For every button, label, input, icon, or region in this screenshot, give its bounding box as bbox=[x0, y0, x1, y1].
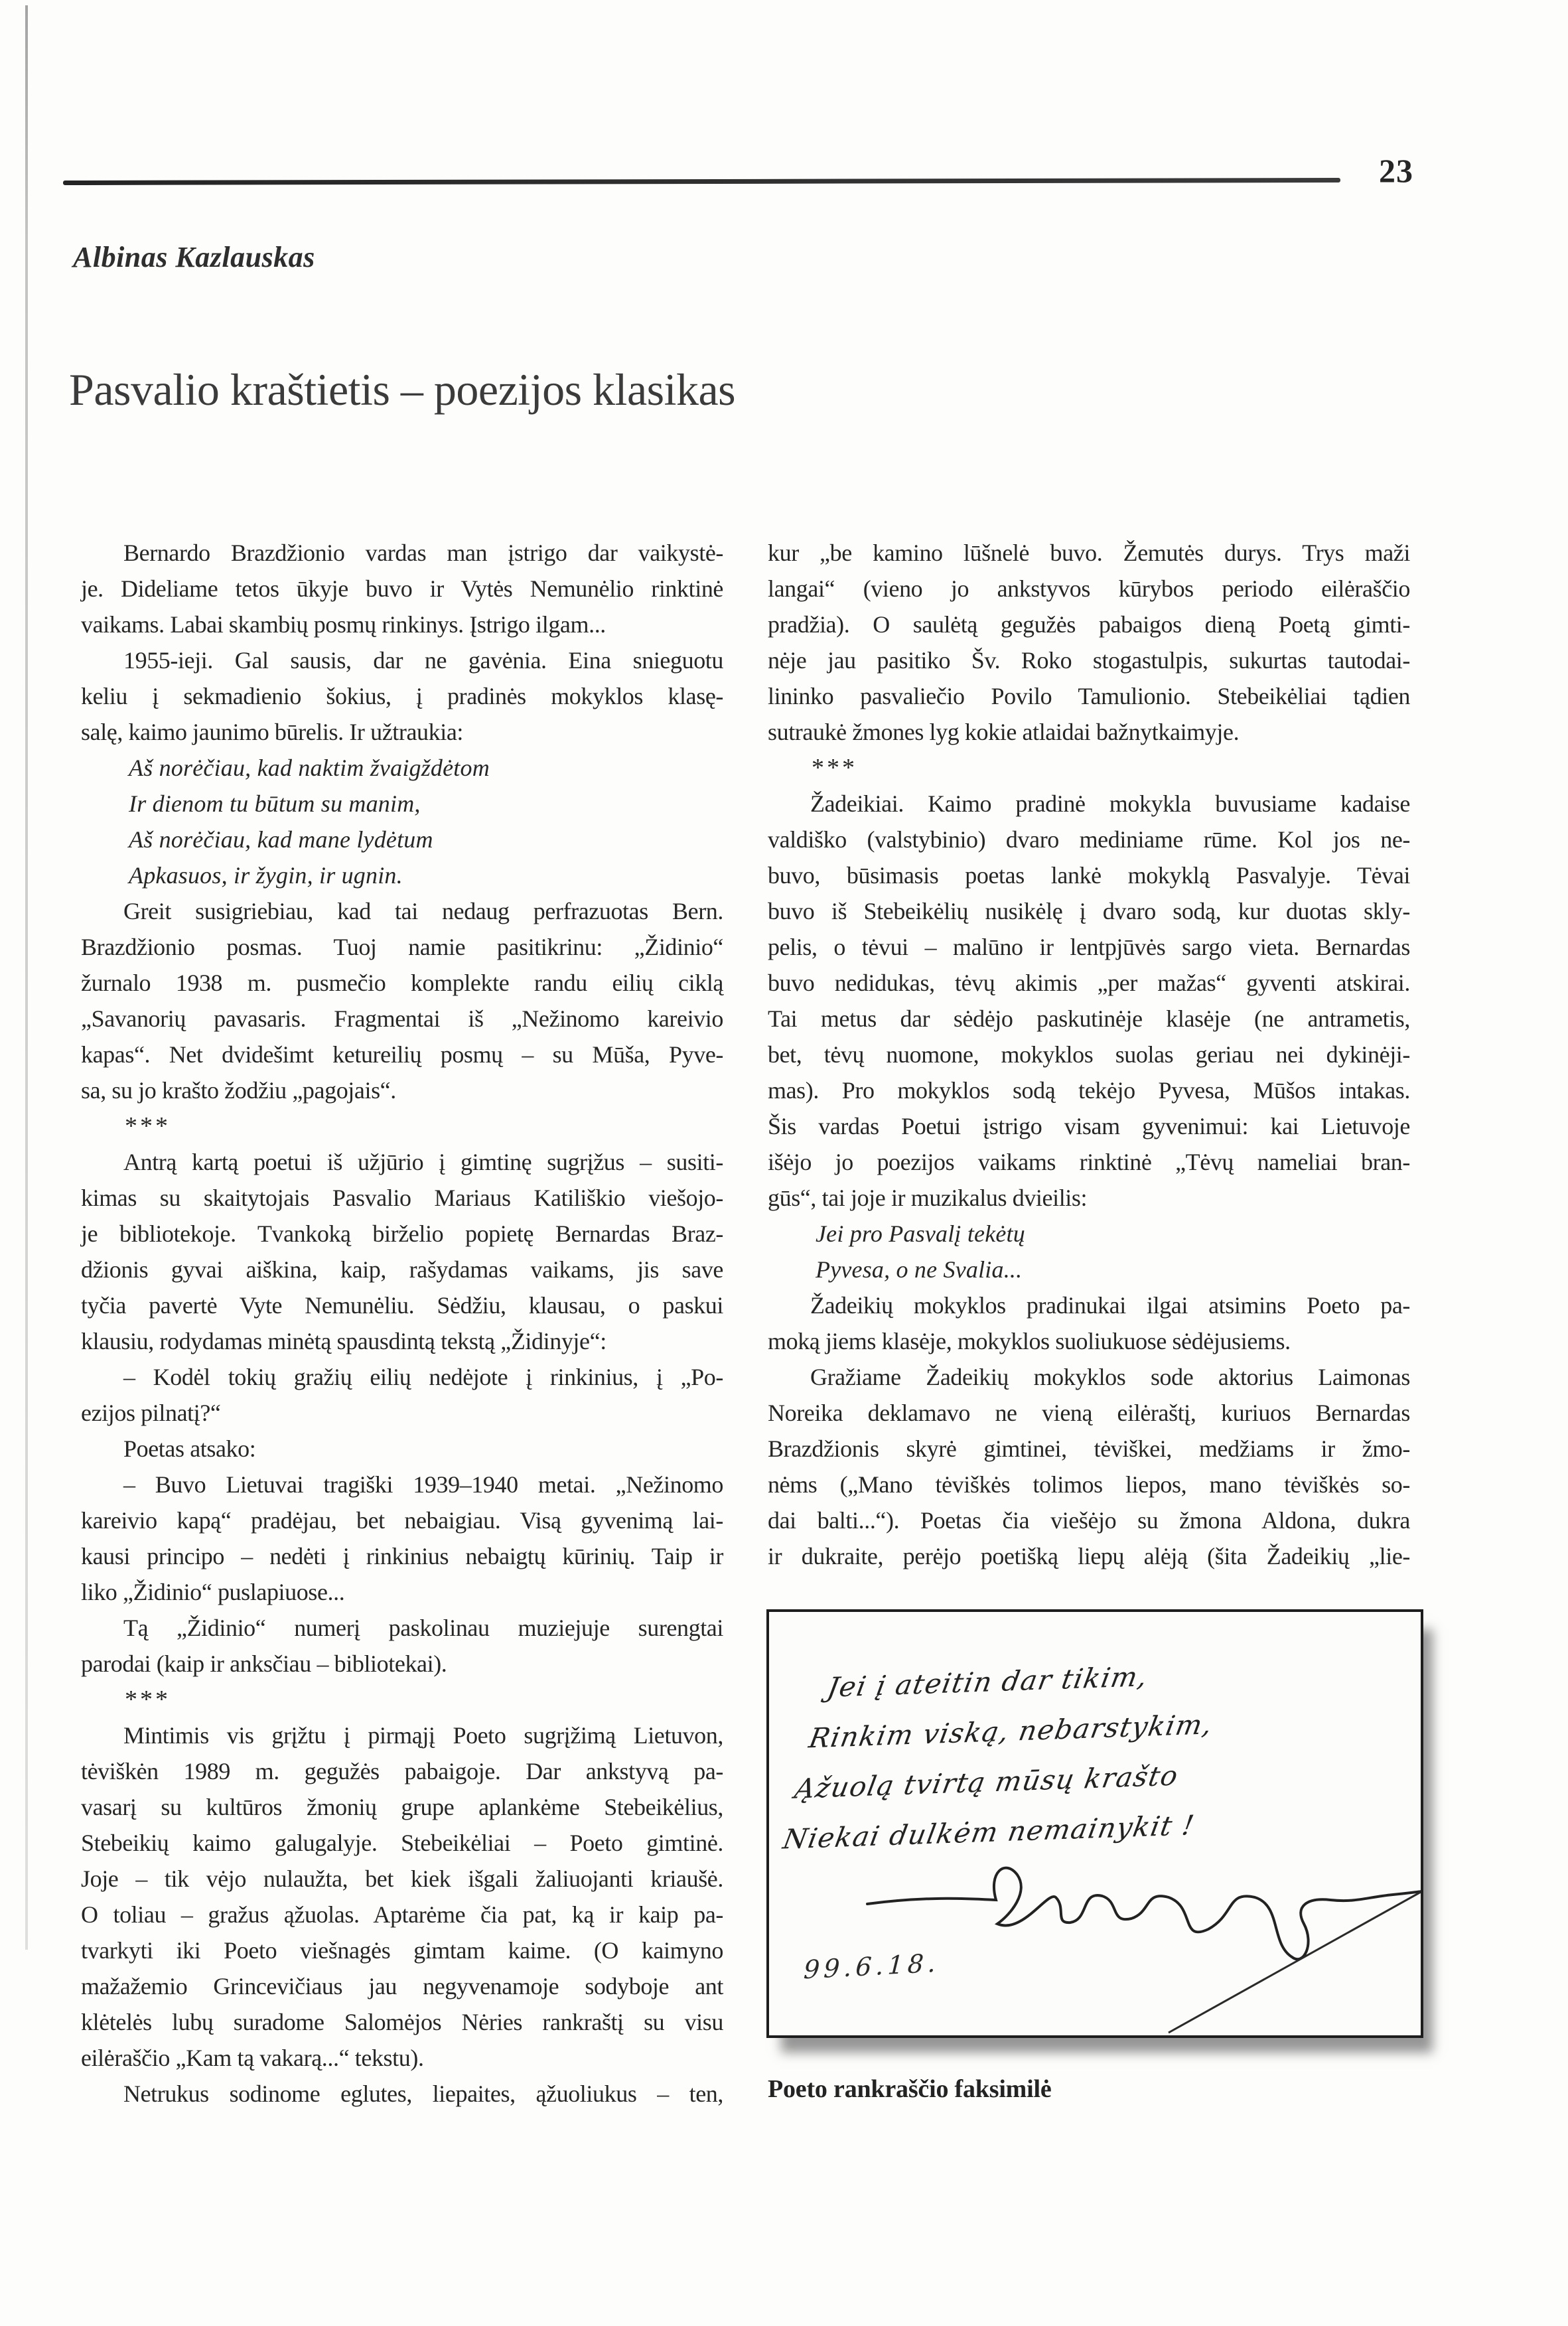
text-line: Šis vardas Poetui įstrigo visam gyvenimui: kai Lietuvoje bbox=[768, 1113, 1410, 1139]
text-line: Apkasuos, ir žygin, ir ugnin. bbox=[129, 862, 403, 889]
text-line: buvo iš Stebeikėlių nusikėlę į dvaro sodą, kur duotas skly- bbox=[768, 898, 1410, 924]
page-number: 23 bbox=[1379, 152, 1413, 189]
text-line: „Savanorių pavasaris. Fragmentai iš „Nežinomo kareivio bbox=[81, 1005, 723, 1032]
text-line: *** bbox=[812, 754, 857, 782]
text-line: dai balti...“). Poetas čia viešėjo su žmona Aldona, dukra bbox=[768, 1507, 1410, 1534]
text-line: Aš norėčiau, kad naktim žvaigždėtom bbox=[129, 755, 490, 781]
text-line: mažažemio Grincevičiaus jau negyvenamoje sodyboje ant bbox=[81, 1973, 723, 1999]
text-line: Netrukus sodinome eglutes, liepaites, ąžuoliukus – ten, bbox=[123, 2080, 723, 2107]
text-line: bet, tėvų nuomone, mokyklos suolas geriau nei dykinėji- bbox=[768, 1041, 1410, 1068]
handwriting-line: Niekai dulkėm nemainykit ! bbox=[780, 1809, 1198, 1855]
text-line: buvo, būsimasis poetas lankė mokyklą Pasvalyje. Tėvai bbox=[768, 862, 1410, 889]
text-line: Noreika deklamavo ne vieną eilėraštį, kuriuos Bernardas bbox=[768, 1400, 1410, 1426]
text-line: – Kodėl tokių gražių eilių nedėjote į rinkinius, į „Po- bbox=[123, 1364, 723, 1390]
fold-diagonal-line bbox=[1169, 1891, 1421, 2033]
text-line: je. Dideliame tetos ūkyje buvo ir Vytės Nemunėlio rinktinė bbox=[81, 575, 723, 602]
text-line: tėviškėn 1989 m. gegužės pabaigoje. Dar ankstyvą pa- bbox=[81, 1758, 723, 1784]
text-line: kapas“. Net dvidešimt ketureilių posmų – su Mūša, Pyve- bbox=[81, 1041, 723, 1068]
text-column-left bbox=[81, 535, 723, 2112]
scan-edge-artifact bbox=[25, 5, 28, 1950]
text-line: 1955-ieji. Gal sausis, dar ne gavėnia. Eina snieguotu bbox=[123, 647, 723, 674]
text-line: Stebeikių kaimo galugalyje. Stebeikėliai – Poeto gimtinė. bbox=[81, 1830, 723, 1856]
text-line: Joje – tik vėjo nulaužta, bet kiek išgali žaliuojanti kriaušė. bbox=[81, 1865, 723, 1892]
text-line: gūs“, tai joje ir muzikalus dvieilis: bbox=[768, 1185, 1088, 1211]
text-line: – Buvo Lietuvai tragiški 1939–1940 metai. „Nežinomo bbox=[123, 1471, 723, 1498]
text-line: keliu į sekmadienio šokius, į pradinės mokyklos klasę- bbox=[81, 683, 723, 709]
text-line: Aš norėčiau, kad mane lydėtum bbox=[129, 826, 433, 853]
text-line: Jei pro Pasvalį tekėtų bbox=[816, 1220, 1025, 1247]
text-line: Bernardo Brazdžionio vardas man įstrigo dar vaikystė- bbox=[123, 540, 723, 566]
text-line: salę, kaimo jaunimo būrelis. Ir užtraukia: bbox=[81, 719, 464, 745]
text-line: lininko pasvaliečio Povilo Tamulionio. Stebeikėliai tądien bbox=[768, 683, 1410, 709]
text-line: Brazdžionis skyrė gimtinei, tėviškei, medžiams ir žmo- bbox=[768, 1435, 1410, 1462]
text-line: ir dukraite, perėjo poetišką liepų alėją (šita Žadeikių „lie- bbox=[768, 1543, 1410, 1569]
author-name: Albinas Kazlauskas bbox=[73, 241, 315, 273]
text-line: liko „Židinio“ puslapiuose... bbox=[81, 1579, 345, 1605]
handwriting-line: Ąžuolą tvirtą mūsų krašto bbox=[792, 1759, 1181, 1805]
text-line: išėjo jo poezijos vaikams rinktinė „Tėvų nameliai bran- bbox=[768, 1149, 1410, 1175]
text-line: ezijos pilnatį?“ bbox=[81, 1400, 221, 1426]
handwriting-line: Jei į ateitin dar tikim, bbox=[825, 1660, 1151, 1704]
facsimile-caption: Poeto rankraščio faksimilė bbox=[768, 2075, 1052, 2103]
text-line: Antrą kartą poetui iš užjūrio į gimtinę sugrįžus – susiti- bbox=[123, 1149, 723, 1175]
text-line: kimas su skaitytojais Pasvalio Mariaus Katiliškio viešojo- bbox=[81, 1185, 723, 1211]
text-line: tvarkyti iki Poeto viešnagės gimtam kaime. (O kaimyno bbox=[81, 1937, 723, 1964]
text-line: mas). Pro mokyklos sodą tekėjo Pyvesa, Mūšos intakas. bbox=[768, 1077, 1410, 1104]
text-line: Brazdžionio posmas. Tuoj namie pasitikrinu: „Židinio“ bbox=[81, 934, 723, 960]
text-line: Pyvesa, o ne Svalia... bbox=[816, 1256, 1023, 1283]
text-line: buvo nedidukas, tėvų akimis „per mažas“ gyventi atskirai. bbox=[768, 970, 1410, 996]
text-line: kausi principo – nedėti į rinkinius nebaigtų kūrinių. Taip ir bbox=[81, 1543, 723, 1569]
text-line: Tai metus dar sėdėjo paskutinėje klasėje (ne antrametis, bbox=[768, 1005, 1410, 1032]
text-line: pradžia). O saulėtą gegužės pabaigos dieną Poetą gimti- bbox=[768, 611, 1410, 638]
text-line: klausiu, rodydamas minėtą spausdintą tekstą „Židinyje“: bbox=[81, 1328, 606, 1354]
text-line: Greit susigriebiau, kad tai nedaug perfrazuotas Bern. bbox=[123, 898, 723, 924]
text-line: klėtelės lubų suradome Salomėjos Nėries rankraštį su visu bbox=[81, 2009, 723, 2035]
text-line: Tą „Židinio“ numerį paskolinau muziejuje surengtai bbox=[123, 1615, 723, 1641]
text-line: parodai (kaip ir anksčiau – bibliotekai). bbox=[81, 1650, 447, 1677]
text-line: langai“ (vieno jo ankstyvos kūrybos periodo eilėraščio bbox=[768, 575, 1410, 602]
manuscript-facsimile-box bbox=[766, 1609, 1423, 2038]
text-line: Mintimis vis grįžtu į pirmąjį Poeto sugrįžimą Lietuvon, bbox=[123, 1722, 723, 1749]
text-line: Gražiame Žadeikių mokyklos sode aktorius Laimonas bbox=[810, 1364, 1410, 1390]
text-column-right bbox=[768, 535, 1410, 1574]
text-line: moką jiems klasėje, mokyklos suoliukuose sėdėjusiems. bbox=[768, 1328, 1291, 1354]
text-line: *** bbox=[125, 1686, 171, 1713]
text-line: kareivio kapą“ pradėjau, bet nebaigiau. Visą gyvenimą lai- bbox=[81, 1507, 723, 1534]
text-line: vaikams. Labai skambių posmų rinkinys. Įstrigo ilgam... bbox=[81, 611, 606, 638]
text-line: nėje jau pasitiko Šv. Roko stogastulpis, sukurtas tautodai- bbox=[768, 647, 1410, 674]
text-line: kur „be kamino lūšnelė buvo. Žemutės durys. Trys maži bbox=[768, 540, 1410, 566]
handwriting-line: Rinkim viską, nebarstykim, bbox=[806, 1708, 1216, 1755]
text-line: sutraukė žmones lyg kokie atlaidai bažnytkaimyje. bbox=[768, 719, 1240, 745]
text-line: tyčia pavertė Vyte Nemunėliu. Sėdžiu, klausau, o paskui bbox=[81, 1292, 723, 1319]
text-line: eilėraščio „Kam tą vakarą...“ tekstu). bbox=[81, 2045, 424, 2071]
text-line: vasarį su kultūros žmonių grupe aplankėme Stebeikėlius, bbox=[81, 1794, 723, 1820]
text-line: Ir dienom tu būtum su manim, bbox=[129, 790, 421, 817]
handwritten-date: 99.6.18. bbox=[802, 1948, 941, 1985]
article-title: Pasvalio kraštietis – poezijos klasikas bbox=[69, 364, 736, 415]
header-rule bbox=[63, 178, 1340, 185]
text-line: valdiško (valstybinio) dvaro mediniame rūme. Kol jos ne- bbox=[768, 826, 1410, 853]
text-line: Žadeikių mokyklos pradinukai ilgai atsimins Poeto pa- bbox=[810, 1292, 1410, 1319]
text-line: je bibliotekoje. Tvankoką birželio popietę Bernardas Braz- bbox=[81, 1220, 723, 1247]
text-line: žurnalo 1938 m. pusmečio komplekte randu eilių ciklą bbox=[81, 970, 723, 996]
text-line: Žadeikiai. Kaimo pradinė mokykla buvusiame kadaise bbox=[810, 790, 1410, 817]
text-line: *** bbox=[125, 1112, 171, 1140]
text-line: džionis gyvai aiškina, kaip, rašydamas vaikams, jis save bbox=[81, 1256, 723, 1283]
text-line: Poetas atsako: bbox=[123, 1435, 256, 1462]
text-line: nėms („Mano tėviškės tolimos liepos, mano tėviškės so- bbox=[768, 1471, 1410, 1498]
text-line: sa, su jo krašto žodžiu „pagojais“. bbox=[81, 1077, 396, 1104]
text-line: O toliau – gražus ąžuolas. Aptarėme čia pat, ką ir kaip pa- bbox=[81, 1901, 723, 1928]
text-line: pelis, o tėvui – malūno ir lentpjūvės sargo vieta. Bernardas bbox=[768, 934, 1410, 960]
